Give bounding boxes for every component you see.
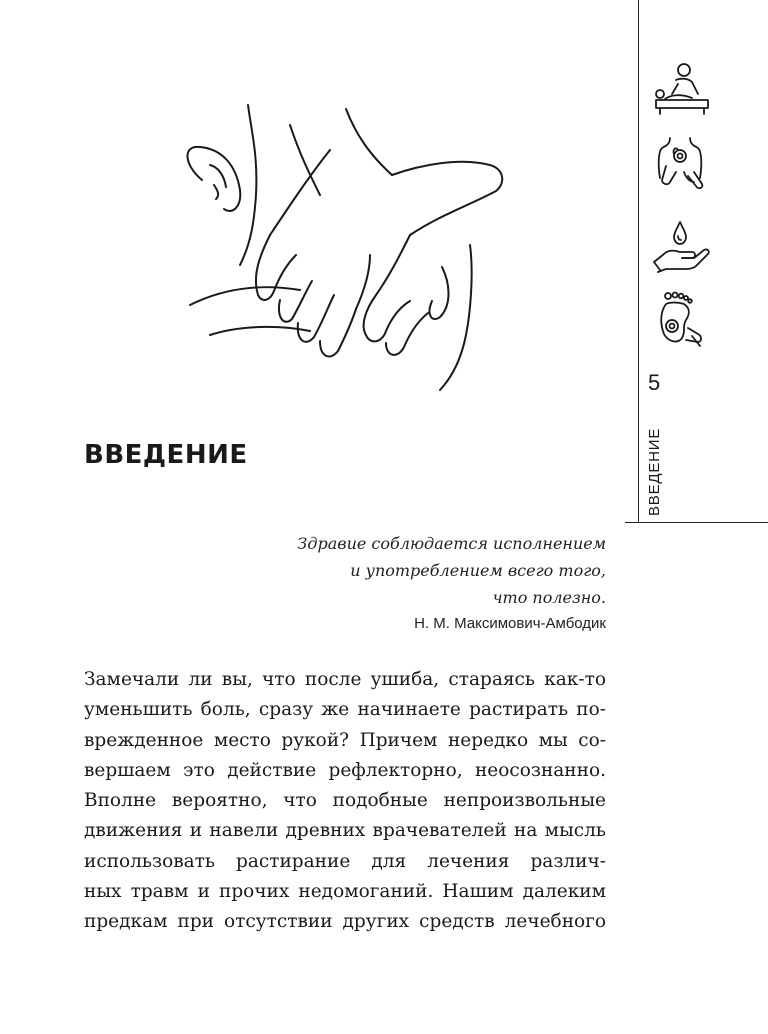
epigraph-author: Н. М. Максимович-Амбодик: [414, 615, 606, 632]
body-line: предкам при отсутствии других средств лечебного: [84, 911, 606, 933]
body-line: вершаем это действие рефлекторно, неосознанно.: [84, 759, 606, 781]
body-text: [84, 665, 606, 938]
body-line: Вполне вероятно, что подобные непроизвольные: [84, 790, 606, 812]
oil-drop-hand-icon: [648, 216, 712, 274]
sidebar-divider: [638, 0, 639, 523]
sidebar-section-title: ВВЕДЕНИЕ: [646, 427, 663, 516]
body-line: врежденное место рукой? Причем нередко мы со-: [84, 729, 606, 751]
body-line: ных травм и прочих недомоганий. Нашим далеким: [84, 881, 606, 903]
body-line: Замечали ли вы, что после ушиба, стараясь как-то: [84, 669, 606, 690]
body-line: уменьшить боль, сразу же начинаете растирать по-: [84, 699, 606, 721]
body-line: движения и навели древних врачевателей на мысль: [84, 820, 606, 842]
body-line: использовать растирание для лечения различ-: [84, 850, 606, 872]
page-number: 5: [648, 370, 661, 395]
epigraph-line: и употреблением всего того,: [350, 561, 606, 580]
epigraph-line: что полезно.: [492, 588, 606, 607]
epigraph-line: Здравие соблюдается исполнением: [297, 534, 606, 553]
foot-massage-icon: [648, 290, 712, 348]
page-title: ВВЕДЕНИЕ: [84, 440, 248, 470]
sidebar-bottom-divider: [625, 522, 768, 523]
epigraph: [260, 530, 606, 632]
massage-table-icon: [648, 60, 712, 118]
neck-massage-illustration: [170, 95, 510, 395]
back-massage-icon: [648, 136, 712, 194]
